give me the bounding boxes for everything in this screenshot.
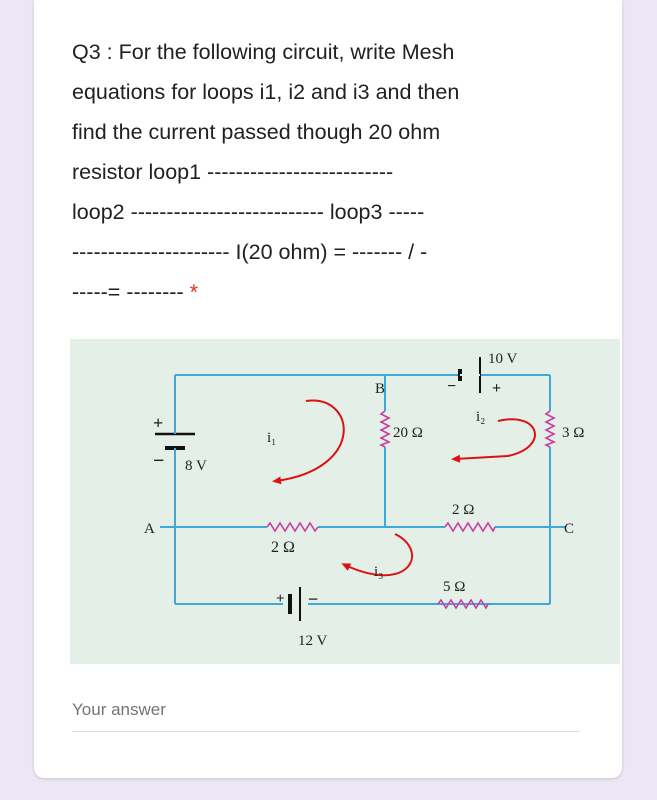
- label-i1: i₁: [267, 430, 277, 446]
- battery-10v-minus: −: [447, 378, 457, 395]
- battery-8v-minus: −: [153, 450, 165, 472]
- label-r20: 20 Ω: [393, 425, 423, 441]
- resistor-2ohm-mid: [445, 523, 495, 531]
- battery-8v-plus: +: [153, 413, 164, 433]
- question-line-6: ---------------------- I(20 ohm) = ------- / -: [72, 240, 428, 264]
- label-10v: 10 V: [488, 351, 518, 367]
- circuit-figure: [70, 339, 620, 664]
- battery-10v-plus: +: [492, 380, 502, 397]
- resistor-3ohm: [546, 411, 554, 447]
- label-r3: 3 Ω: [562, 425, 585, 441]
- label-i3: i₃: [374, 564, 384, 580]
- question-text: [72, 32, 592, 312]
- label-12v: 12 V: [298, 633, 328, 649]
- circuit-wires: [160, 375, 565, 604]
- label-i2: i₂: [476, 409, 486, 425]
- battery-12v: [276, 587, 327, 649]
- circuit-diagram: [70, 339, 620, 664]
- answer-underline: [72, 731, 580, 732]
- resistor-2ohm-left: [267, 523, 318, 531]
- question-line-7: -----= --------: [72, 280, 184, 304]
- label-8v: 8 V: [185, 458, 207, 474]
- required-asterisk: *: [189, 280, 198, 304]
- question-line-5: loop2 --------------------------- loop3 -----: [72, 200, 425, 224]
- battery-8v: [153, 413, 207, 474]
- question-line-4: resistor loop1 --------------------------: [72, 160, 394, 184]
- node-c: C: [564, 521, 575, 537]
- question-card: [34, 0, 622, 778]
- label-r2-mid: 2 Ω: [452, 502, 475, 518]
- label-r5: 5 Ω: [443, 579, 466, 595]
- question-line-1: Q3 : For the following circuit, write Mesh: [72, 40, 455, 64]
- mesh-arrow-i2: [455, 419, 535, 459]
- question-line-2: equations for loops i1, i2 and i3 and then: [72, 80, 460, 104]
- answer-input[interactable]: Your answer: [72, 700, 166, 719]
- node-b: B: [375, 381, 386, 397]
- resistor-20ohm: [381, 411, 389, 447]
- battery-12v-minus: −: [308, 589, 319, 609]
- label-r2-left: 2 Ω: [271, 539, 295, 556]
- mesh-arrow-i1: [276, 401, 344, 481]
- battery-12v-plus: +: [276, 591, 285, 607]
- node-a: A: [144, 521, 155, 537]
- question-line-3: find the current passed though 20 ohm: [72, 120, 441, 144]
